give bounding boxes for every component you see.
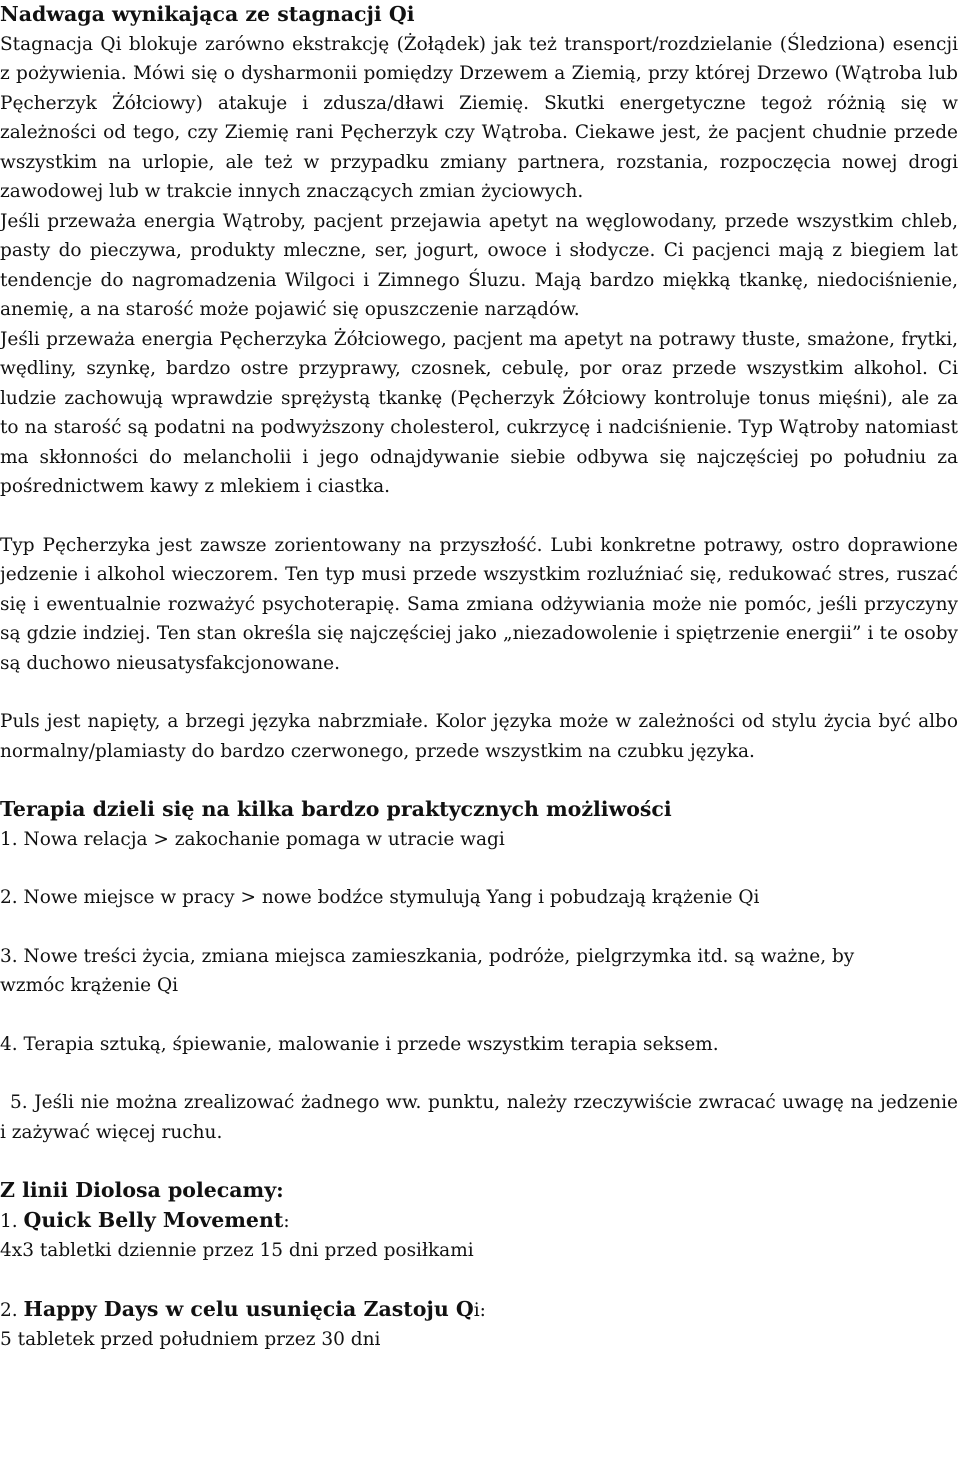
spacer <box>0 502 958 531</box>
product-2-dosage: 5 tabletek przed południem przez 30 dni <box>0 1329 381 1350</box>
therapy-item-3: 3. Nowe treści życia, zmiana miejsca zamieszkania, podróże, pielgrzymka itd. są ważne, by wzmóc krążenie Qi <box>0 945 855 996</box>
gallbladder-type-paragraph: Typ Pęcherzyka jest zawsze zorientowany na przyszłość. Lubi konkretne potrawy, ostro doprawione jedzenie i alkohol wieczorem. Ten typ musi przede wszystkim rozluźniać się, redukować stres, ruszać się i ewentualnie rozważyć psychoterapię. Sama zmiana odżywiania może nie pomóc, jeśli przyczyny są gdzie indziej. Ten stan określa się najczęściej jako „niezadowolenie i spiętrzenie energii” i te osoby są duchowo nieusatysfakcjonowane. <box>0 534 958 674</box>
spacer <box>0 766 958 795</box>
therapy-item-1: 1. Nowa relacja > zakochanie pomaga w utracie wagi <box>0 828 505 850</box>
spacer <box>0 1059 958 1088</box>
product-2-title <box>0 1295 958 1326</box>
gallbladder-paragraph: Jeśli przeważa energia Pęcherzyka Żółciowego, pacjent ma apetyt na potrawy tłuste, smażone, frytki, wędliny, szynkę, bardzo ostre przyprawy, czosnek, cebulę, por oraz przede wszystkim alkohol. Ci ludzie zachowują wprawdzie sprężystą tkankę (Pęcherzyk Żółciowy kontroluje tonus mięśni), ale za to na starość są podatni na podwyższony cholesterol, cukrzycę i nadciśnienie. Typ Wątroby natomiast ma skłonności do melancholii i jego odnajdywanie siebie odbywa się najczęściej po południu za pośrednictwem kawy z mlekiem i ciastka. <box>0 328 958 497</box>
intro-paragraph: Stagnacja Qi blokuje zarówno ekstrakcję (Żołądek) jak też transport/rozdzielanie (Śledziona) esencji z pożywienia. Mówi się o dysharmonii pomiędzy Drzewem a Ziemią, przy której Drzewo (Wątroba lub Pęcherzyk Żółciowy) atakuje i zdusza/dławi Ziemię. Skutki energetyczne tegoż różnią się w zależności od tego, czy Ziemię rani Pęcherzyk czy Wątroba. Ciekawe jest, że pacjent chudnie przede wszystkim na urlopie, ale też w przypadku zmiany partnera, rozstania, rozpoczęcia nowej drogi zawodowej lub w trakcie innych znaczących zmian życiowych. <box>0 33 958 202</box>
product-1-number: 1. <box>0 1210 24 1232</box>
spacer <box>0 678 958 707</box>
product-2-suffix: i: <box>473 1299 486 1321</box>
liver-paragraph: Jeśli przeważa energia Wątroby, pacjent przejawia apetyt na węglowodany, przede wszystkim chleb, pasty do pieczywa, produkty mleczne, ser, jogurt, owoce i słodycze. Ci pacjenci mają z biegiem lat tendencje do nagromadzenia Wilgoci i Zimnego Śluzu. Mają bardzo miękką tkankę, niedociśnienie, anemię, a na starość może pojawić się opuszczenie narządów. <box>0 210 958 320</box>
product-1-title <box>0 1206 958 1237</box>
product-2-name: Happy Days w celu usunięcia Zastoju Q <box>23 1296 474 1321</box>
spacer <box>0 1147 958 1176</box>
product-1-name: Quick Belly Movement <box>23 1207 284 1232</box>
diolosa-heading: Z linii Diolosa polecamy: <box>0 1178 284 1202</box>
therapy-heading: Terapia dzieli się na kilka bardzo praktycznych możliwości <box>0 797 672 821</box>
pulse-paragraph: Puls jest napięty, a brzegi języka nabrzmiałe. Kolor języka może w zależności od stylu życia być albo normalny/plamiasty do bardzo czerwonego, przede wszystkim na czubku języka. <box>0 711 958 762</box>
therapy-item-5: 5. Jeśli nie można zrealizować żadnego ww. punktu, należy rzeczywiście zwracać uwagę na jedzenie i zażywać więcej ruchu. <box>0 1092 958 1143</box>
spacer <box>0 913 958 942</box>
product-1-dosage: 4x3 tabletki dziennie przez 15 dni przed posiłkami <box>0 1240 474 1261</box>
product-2-number: 2. <box>0 1299 24 1321</box>
page-heading: Nadwaga wynikająca ze stagnacji Qi <box>0 2 415 26</box>
therapy-item-4: 4. Terapia sztuką, śpiewanie, malowanie i przede wszystkim terapia seksem. <box>0 1033 719 1055</box>
spacer <box>0 1266 958 1295</box>
therapy-item-2: 2. Nowe miejsce w pracy > nowe bodźce stymulują Yang i pobudzają krążenie Qi <box>0 887 760 908</box>
product-1-suffix: : <box>283 1210 290 1232</box>
spacer <box>0 854 958 883</box>
spacer <box>0 1001 958 1030</box>
